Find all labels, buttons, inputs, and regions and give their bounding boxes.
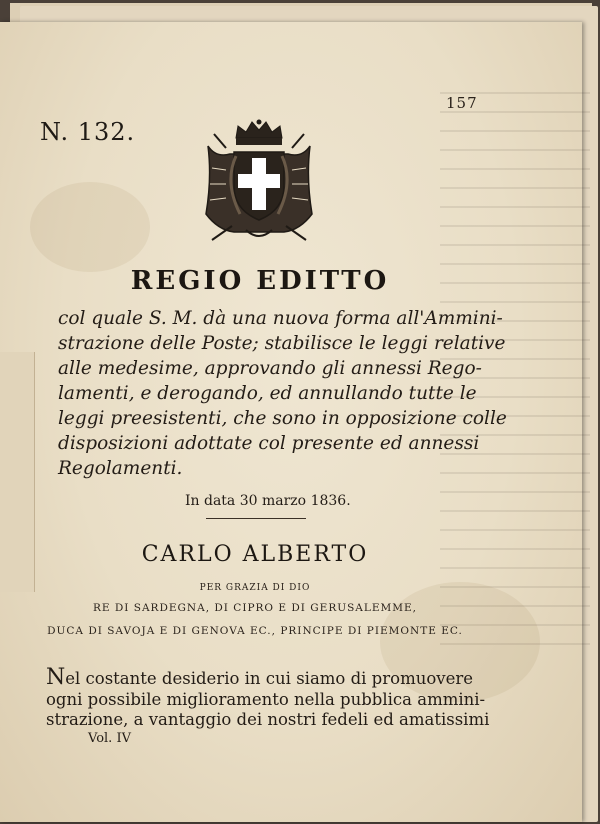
subtitle-line: leggi preesistenti, che sono in opposizione colle	[58, 408, 507, 429]
paper-stain	[30, 182, 150, 272]
subtitle-line: col quale S. M. dà una nuova forma all'Ammini-	[58, 308, 503, 329]
document-page	[0, 22, 582, 822]
body-line: strazione, a vantaggio dei nostri fedeli ed amatissimi	[46, 710, 490, 729]
volume-label: Vol. IV	[88, 731, 131, 746]
body-line-text: el costante desiderio in cui siamo di promuovere	[65, 669, 474, 688]
drop-cap: N	[46, 665, 66, 690]
savoy-crest-icon	[196, 118, 322, 246]
sovereign-name: CARLO ALBERTO	[141, 542, 369, 567]
subtitle-line: alle medesime, approvando gli annessi Rego-	[58, 358, 482, 379]
subtitle-line: Regolamenti.	[58, 458, 183, 479]
page-number: 157	[446, 94, 478, 112]
royal-titles-line-2: DUCA DI SAVOJA E DI GENOVA EC., PRINCIPE DI PIEMONTE EC.	[47, 625, 463, 637]
edict-date: In data 30 marzo 1836.	[185, 493, 351, 509]
document-number: N. 132.	[40, 118, 136, 146]
edict-body	[46, 665, 490, 731]
subtitle-line: strazione delle Poste; stabilisce le leggi relative	[58, 333, 506, 354]
body-line: ogni possibile miglioramento nella pubblica ammini-	[46, 689, 486, 709]
divider-rule	[206, 518, 306, 519]
subtitle-line: lamenti, e derogando, ed annullando tutte le	[58, 383, 477, 404]
body-line	[46, 665, 474, 690]
grace-formula: PER GRAZIA DI DIO	[199, 583, 311, 593]
royal-titles-line-1: RE DI SARDEGNA, DI CIPRO E DI GERUSALEMME,	[92, 602, 418, 614]
edict-title: REGIO EDITTO	[130, 266, 390, 296]
edict-subtitle	[58, 306, 507, 481]
subtitle-line: disposizioni adottate col presente ed annessi	[58, 433, 480, 454]
